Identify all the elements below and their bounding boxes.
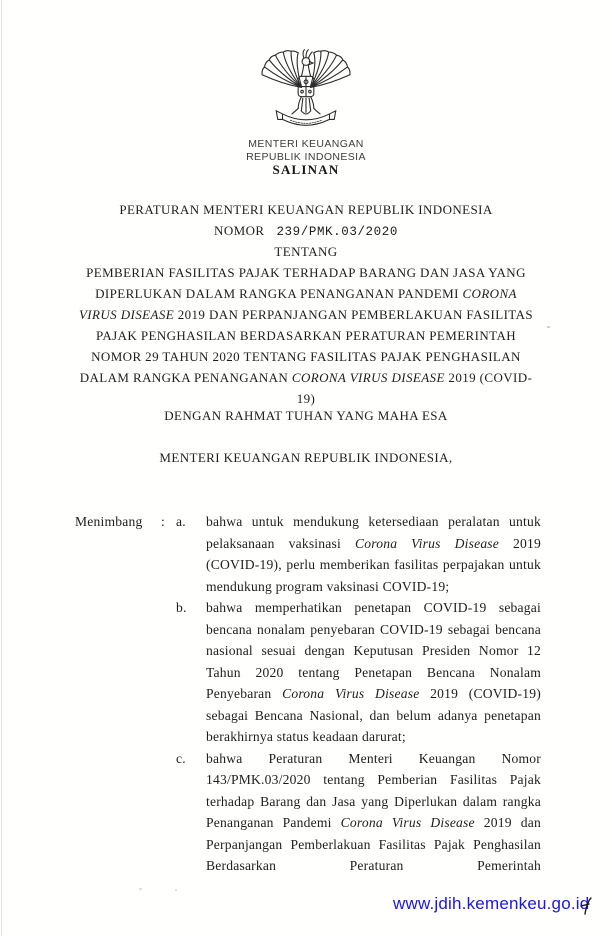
considering-section [75, 511, 541, 877]
pen-mark-artifact [579, 897, 593, 916]
considering-item-a [176, 511, 541, 597]
jdih-watermark-link[interactable]: www.jdih.kemenkeu.go.id [393, 894, 590, 913]
regulation-number-line [0, 223, 612, 239]
item-text: bahwa memperhatikan penetapan COVID-19 sebagai bencana nonalam penyebaran COVID-19 sebagai bencana nasional sesuai dengan Keputusan Presiden Nomor 12 Tahun 2020 tentang Penetapan Bencana Nonalam Penyebaran Corona Virus Disease 2019 (COVID-19) sebagai Bencana Nasional, dan belum adanya penetapan berakhirnya status keadaan darurat; [206, 600, 542, 744]
scan-speckle [547, 326, 550, 328]
grace-line: DENGAN RAHMAT TUHAN YANG MAHA ESA [164, 408, 448, 423]
garuda-pancasila-emblem-icon [259, 44, 353, 140]
regulation-title-line: PERATURAN MENTERI KEUANGAN REPUBLIK INDONESIA [119, 202, 493, 217]
item-text: bahwa Peraturan Menteri Keuangan Nomor 143/PMK.03/2020 tentang Pemberian Fasilitas Pajak terhadap Barang dan Jasa yang Diperlukan dalam rangka Penanganan Pandemi Corona Virus Disease 2019 dan Perpanjangan Pemberlakuan Fasilitas Pajak Penghasilan Berdasarkan Peraturan Pemerintah [206, 750, 541, 873]
tentang-label: TENTANG [274, 244, 338, 259]
scan-speckle [139, 888, 142, 890]
nomor-value: 239/PMK.03/2020 [276, 225, 398, 239]
considering-items [176, 511, 541, 877]
authority-line: MENTERI KEUANGAN REPUBLIK INDONESIA, [159, 450, 453, 465]
considering-item-b [176, 597, 541, 748]
considering-item-c [176, 748, 541, 877]
letterhead [0, 138, 612, 163]
item-letter: c. [176, 750, 186, 766]
scan-speckle [175, 889, 177, 891]
regulation-subject: PEMBERIAN FASILITAS PAJAK TERHADAP BARANG DAN JASA YANG DIPERLUKAN DALAM RANGKA PENANGANAN PANDEMI CORONA VIRUS DISEASE 2019 DAN PERPANJANGAN PEMBERLAKUAN FASILITAS PAJAK PENGHASILAN BERDASARKAN PERATURAN PEMERINTAH NOMOR 29 TAHUN 2020 TENTANG FASILITAS PAJAK PENGHASILAN DALAM RANGKA PENANGANAN CORONA VIRUS DISEASE 2019 (COVID-19) [78, 265, 534, 406]
item-letter: b. [176, 600, 187, 615]
item-text: bahwa untuk mendukung ketersediaan peralatan untuk pelaksanaan vaksinasi Corona Virus Disease 2019 (COVID-19), perlu memberikan fasilitas perpajakan untuk mendukung program vaksinasi COVID-19; [206, 514, 542, 594]
considering-colon: : [161, 514, 165, 529]
item-letter: a. [176, 514, 186, 529]
copy-label: SALINAN [272, 162, 340, 177]
ministry-name-line2: REPUBLIK INDONESIA [246, 150, 366, 163]
ministry-name-line1: MENTERI KEUANGAN [248, 138, 364, 150]
considering-label: Menimbang [75, 514, 143, 529]
nomor-label: NOMOR [214, 223, 265, 238]
